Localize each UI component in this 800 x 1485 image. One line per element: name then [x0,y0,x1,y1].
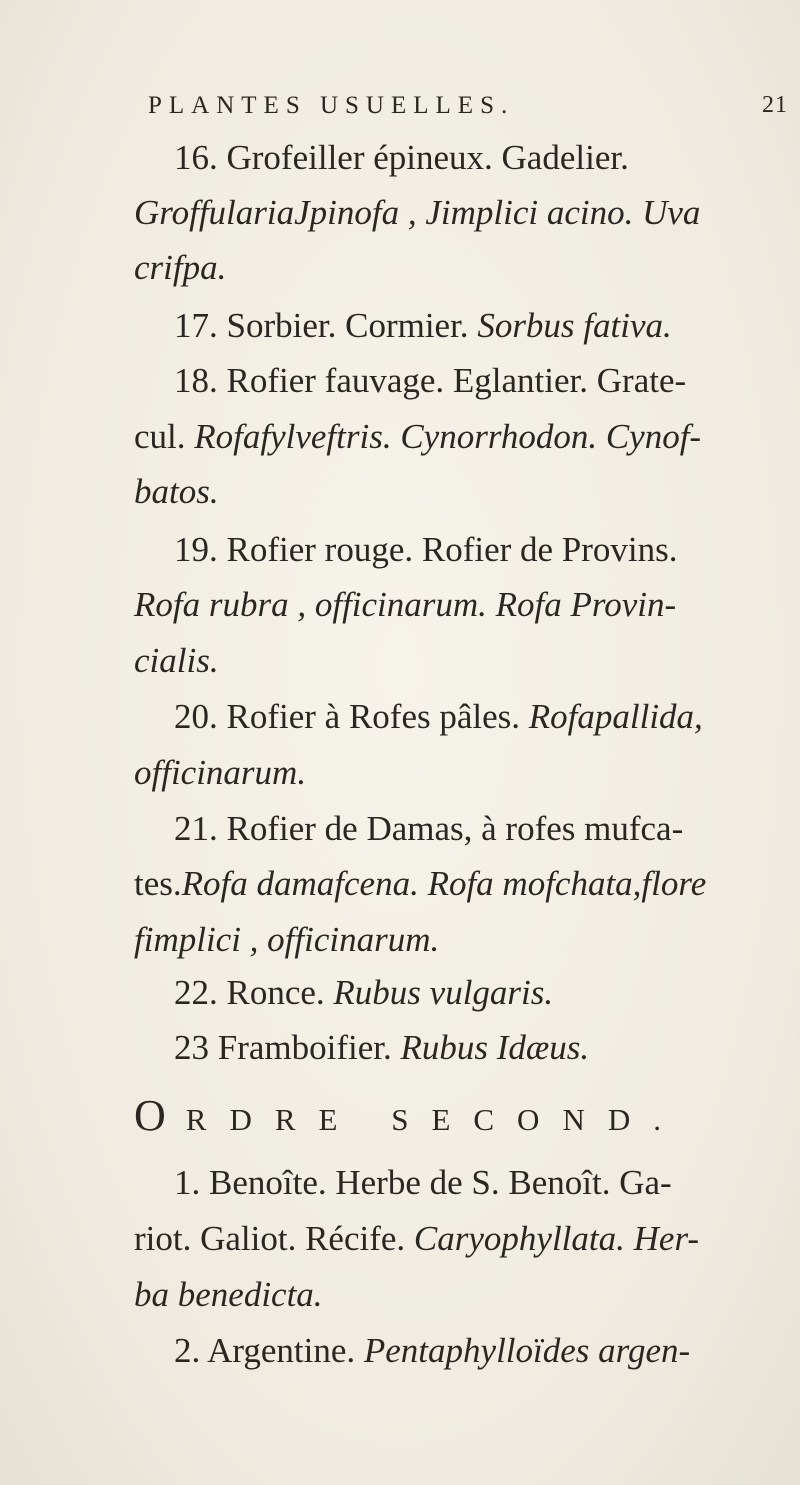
entry-text: Rofier de Damas, à rofes mufca- [217,809,684,848]
entry-text: Rofier fauvage. Eglantier. Grate- [217,361,687,400]
entry-latin: Rofapallida, [528,697,703,736]
entry-line [134,363,792,398]
entry-line [134,308,792,343]
entry-text: Benoîte. Herbe de S. Benoît. Ga- [200,1163,672,1202]
entry-number: 20. [174,697,218,736]
entry-number: 23 [174,1028,209,1067]
entry-text: riot. Galiot. Récife. [134,1219,414,1258]
running-header [148,92,788,120]
entry-line [134,975,792,1010]
entry-line [134,1221,792,1256]
entry-latin: Pentaphylloïdes argen- [363,1331,691,1370]
entry-latin: crifpa. [134,248,227,287]
entry-latin: officinarum. [134,753,307,792]
entry-latin: fimplici , officinarum. [134,920,440,959]
entry-latin: GroffulariaJpinofa , Jimplici acino. Uva [134,193,701,232]
entry-latin: Rubus Idæus. [400,1028,590,1067]
entry-number: 19. [174,530,218,569]
entry-latin: Rofa rubra , officinarum. Rofa Provin- [134,585,677,624]
entry-line [134,755,792,790]
entry-number: 18. [174,361,218,400]
entry-latin: cialis. [134,641,219,680]
entry-number: 1. [174,1163,201,1202]
entry-number: 16. [174,138,218,177]
entry-text: Sorbier. Cormier. [217,306,478,345]
entry-line [134,643,792,678]
entry-latin: Rofafylveftris. Cynorrhodon. Cynof- [194,417,702,456]
entry-latin: ba benedicta. [134,1275,323,1314]
entry-line [134,811,792,846]
entry-text: Rofier rouge. Rofier de Provins. [217,530,678,569]
entry-line [134,587,792,622]
entry-text: Argentine. [200,1331,364,1370]
entry-latin: Caryophyllata. Her- [413,1219,700,1258]
section-heading [134,1090,774,1141]
entry-line [134,474,792,509]
entry-latin: Sorbus fativa. [477,306,672,345]
entry-latin: Rofa damafcena. Rofa mofchata,flore [181,864,707,903]
entry-line [134,419,792,454]
section-title-rest: RDRE SECOND. [185,1102,684,1137]
entry-line [134,866,792,901]
entry-line [134,532,792,567]
entry-text: Framboifier. [209,1028,401,1067]
entry-text: Grofeiller épineux. Gadelier. [217,138,629,177]
entry-line [134,250,792,285]
entry-number: 17. [174,306,218,345]
entry-line [134,699,792,734]
entry-text: tes. [134,864,182,903]
running-title: PLANTES USUELLES. [148,92,515,119]
entry-number: 2. [174,1331,201,1370]
entry-number: 21. [174,809,218,848]
page-number: 21 [762,92,788,118]
section-initial: O [134,1091,186,1140]
entry-text: cul. [134,417,195,456]
entry-line [134,922,792,957]
entry-line [134,1333,792,1368]
entry-line [134,140,792,175]
entry-latin: Rubus vulgaris. [333,973,554,1012]
entry-line [134,195,792,230]
entry-latin: batos. [134,472,219,511]
entry-text: Rofier à Rofes pâles. [217,697,529,736]
entry-line [134,1165,792,1200]
entry-number: 22. [174,973,218,1012]
entry-text: Ronce. [217,973,334,1012]
entry-line [134,1277,792,1312]
entry-line [134,1030,792,1065]
